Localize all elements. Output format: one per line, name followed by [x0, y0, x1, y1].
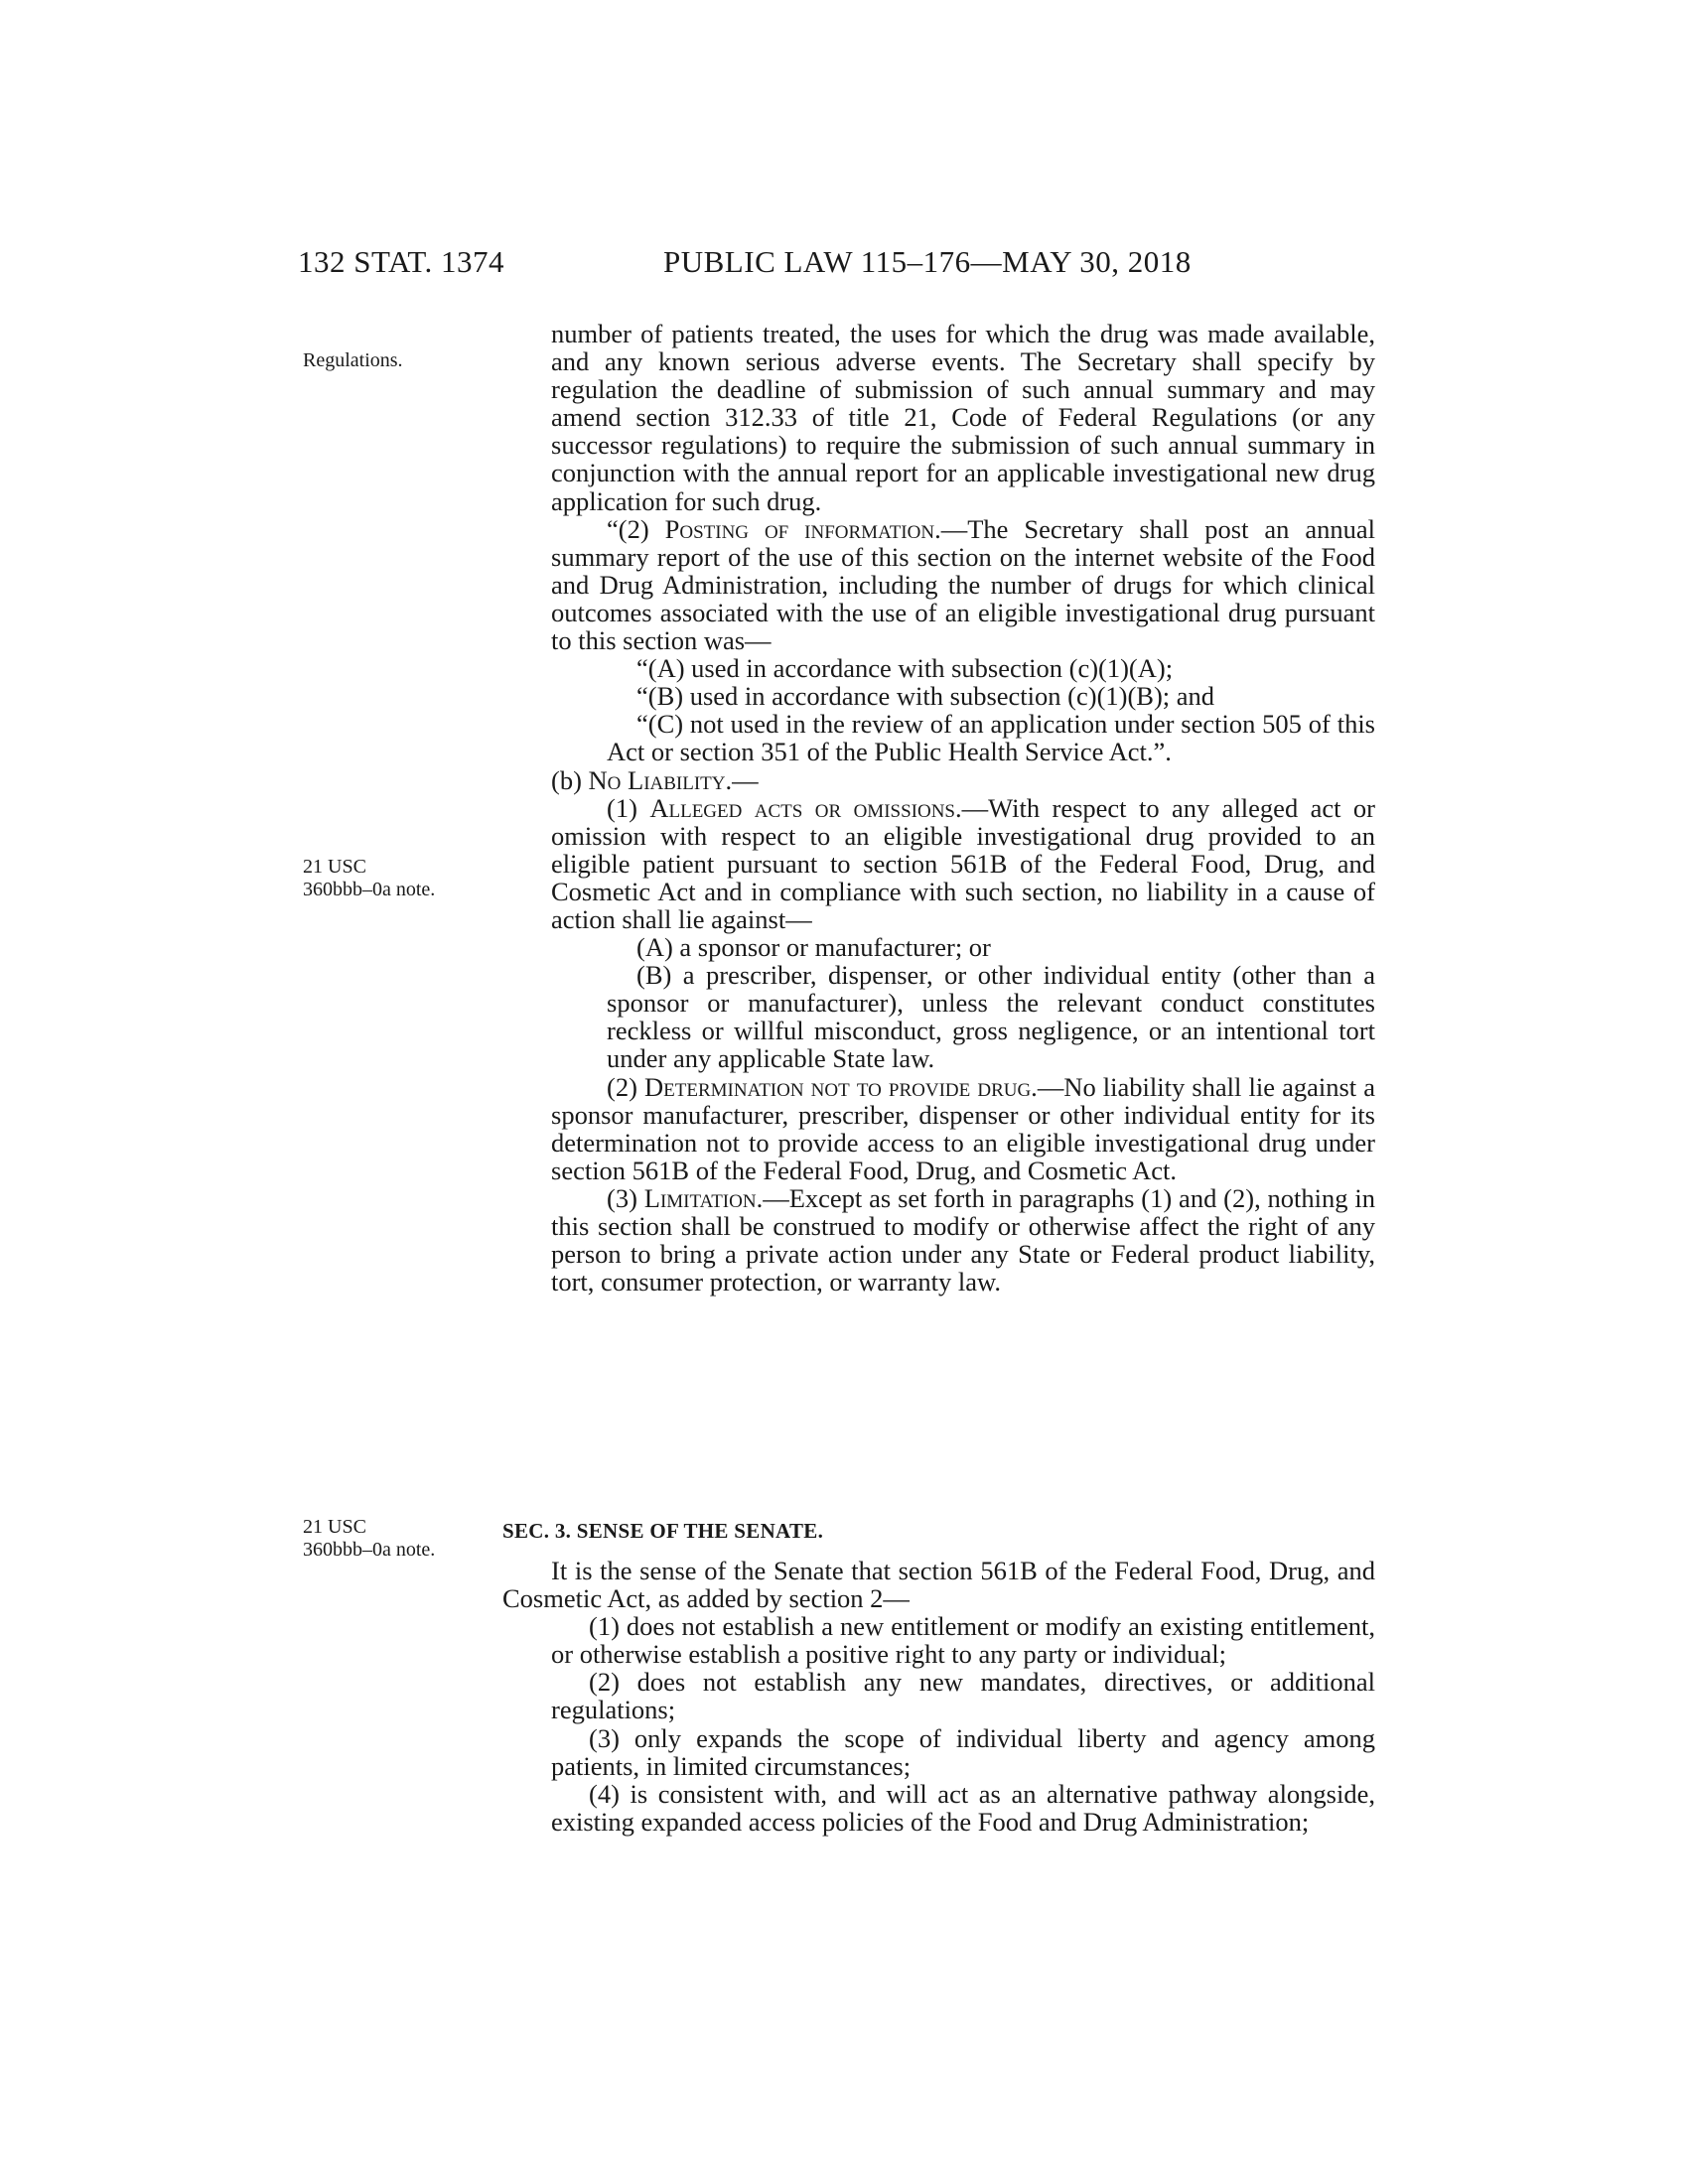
section-3-item-3: (3) only expands the scope of individual liberty and agency among patients, in limited circumstances; — [551, 1722, 1375, 1781]
subparagraph-a: “(A) used in accordance with subsection (c)(1)(A); — [636, 653, 1174, 684]
paragraph-limitation: (3) Limitation.—Except as set forth in paragraphs (1) and (2), nothing in this section shall be construed to modify or otherwise affect the right of any person to bring a private action under any State or Federal product liability, tort, consumer protection, or warranty law. — [551, 1182, 1376, 1297]
margin-note-regulations: Regulations. — [303, 349, 403, 371]
body-text-section-3 — [502, 1557, 1375, 1836]
margin-note-usc-2: 21 USC 360bbb–0a note. — [303, 1516, 436, 1561]
paragraph-alleged-acts: (1) Alleged acts or omissions.—With respect to any alleged act or omission with respect to an eligible investigational drug provided to an eligible patient pursuant to section 561B of the Federal Food, Drug, and Cosmetic Act and in compliance with such section, no liability in a cause of action shall lie against— — [551, 792, 1376, 934]
section-3-intro: It is the sense of the Senate that section 561B of the Federal Food, Drug, and Cosmetic Act, as added by section 2— — [502, 1556, 1375, 1614]
section-3-item-2: (2) does not establish any new mandates, directives, or additional regulations; — [551, 1667, 1375, 1725]
section-3-item-4: (4) is consistent with, and will act as an alternative pathway alongside, existing expanded access policies of the Food and Drug Administration; — [551, 1778, 1375, 1837]
paragraph-determination: (2) Determination not to provide drug.—No liability shall lie against a sponsor manufacturer, prescriber, dispenser or other individual entity for its determination not to provide access to an eligible investigational drug under section 561B of the Federal Food, Drug, and Cosmetic Act. — [551, 1071, 1375, 1185]
section-3-heading: SEC. 3. SENSE OF THE SENATE. — [502, 1519, 824, 1543]
section-3-item-1: (1) does not establish a new entitlement or modify an existing entitlement, or otherwise establish a positive right to any party or individual; — [551, 1611, 1375, 1670]
subsection-b-heading: (b) No Liability.— — [551, 764, 759, 795]
law-title: PUBLIC LAW 115–176—MAY 30, 2018 — [663, 244, 1192, 279]
subparagraph-c: “(C) not used in the review of an application under section 505 of this Act or section 351 of the Public Health Service Act.”. — [607, 709, 1375, 767]
subparagraph-b: “(B) used in accordance with subsection (c)(1)(B); and — [636, 681, 1215, 712]
paragraph-heading: Posting of information. — [664, 513, 941, 544]
subparagraph-sponsor: (A) a sponsor or manufacturer; or — [636, 932, 991, 963]
statute-reference: 132 STAT. 1374 — [298, 244, 505, 279]
margin-note-usc-1: 21 USC 360bbb–0a note. — [303, 856, 436, 900]
body-text-section-2 — [551, 320, 1375, 1296]
page-header — [298, 244, 1370, 284]
subparagraph-prescriber: (B) a prescriber, dispenser, or other individual entity (other than a sponsor or manufacturer), unless the relevant conduct constitutes reckless or willful misconduct, gross negligence, or an intentional tort under any applicable State law. — [607, 960, 1375, 1074]
paragraph-continuation: number of patients treated, the uses for which the drug was made available, and any known serious adverse events. The Secretary shall specify by regulation the deadline of submission of such annual summary and may amend section 312.33 of title 21, Code of Federal Regulations (or any successor regulations) to require the submission of such annual summary in conjunction with the annual report for an applicable investigational new drug application for such drug. — [551, 319, 1375, 516]
paragraph-posting-of-information: “(2) Posting of information.—The Secretary shall post an annual summary report of the use of this section on the internet website of the Food and Drug Administration, including the number of drugs for which clinical outcomes associated with the use of an eligible investigational drug pursuant to this section was— — [551, 513, 1376, 656]
